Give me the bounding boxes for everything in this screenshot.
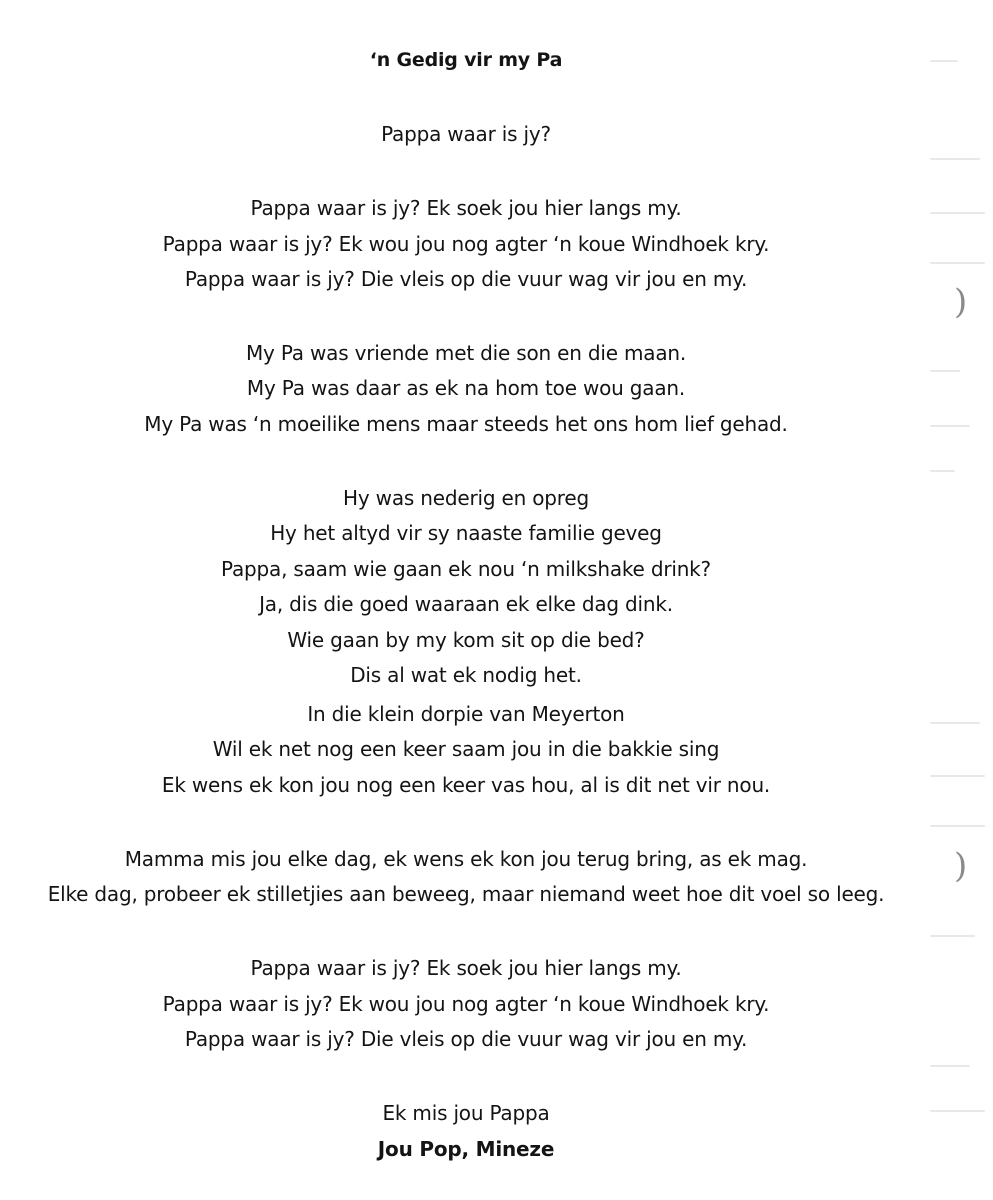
ghost-mark xyxy=(930,935,975,937)
poem-line: Pappa waar is jy? Ek soek jou hier langs my. xyxy=(250,956,682,980)
ghost-mark xyxy=(930,262,985,264)
poem-line: In die klein dorpie van Meyerton xyxy=(307,702,625,726)
ghost-mark xyxy=(930,1110,985,1112)
poem-line: My Pa was daar as ek na hom toe wou gaan. xyxy=(246,376,686,400)
poem-line: Ja, dis die goed waaraan ek elke dag dink. xyxy=(259,592,673,616)
ghost-mark xyxy=(930,158,980,160)
ghost-mark xyxy=(930,775,985,777)
poem-signature: Jou Pop, Mineze xyxy=(377,1137,555,1161)
ghost-mark xyxy=(930,425,970,427)
poem-line: Pappa waar is jy? Ek soek jou hier langs my. xyxy=(250,196,682,220)
bracket-mark: ) xyxy=(954,282,968,322)
poem-title: ‘n Gedig vir my Pa xyxy=(369,49,563,71)
poem-line: Pappa waar is jy? Ek wou jou nog agter ‘n koue Windhoek kry. xyxy=(162,232,770,256)
ghost-mark xyxy=(930,1065,970,1067)
ghost-mark xyxy=(930,470,955,472)
poem-line: Hy was nederig en opreg xyxy=(343,486,589,510)
poem-line: Ek wens ek kon jou nog een keer vas hou, al is dit net vir nou. xyxy=(161,773,771,797)
poem-line: Dis al wat ek nodig het. xyxy=(350,663,582,687)
poem-line: Wie gaan by my kom sit op die bed? xyxy=(287,628,645,652)
poem-closing: Ek mis jou Pappa xyxy=(382,1101,550,1125)
bleed-through-marks xyxy=(930,0,993,1200)
poem-line: My Pa was ‘n moeilike mens maar steeds het ons hom lief gehad. xyxy=(144,412,788,436)
poem-line: Elke dag, probeer ek stilletjies aan beweeg, maar niemand weet hoe dit voel so leeg. xyxy=(47,882,885,906)
poem-line: Wil ek net nog een keer saam jou in die bakkie sing xyxy=(212,737,720,761)
poem-line: Pappa waar is jy? Die vleis op die vuur wag vir jou en my. xyxy=(184,267,748,291)
poem-subtitle: Pappa waar is jy? xyxy=(381,122,551,146)
ghost-mark xyxy=(930,825,985,827)
poem-line: Mamma mis jou elke dag, ek wens ek kon jou terug bring, as ek mag. xyxy=(124,847,808,871)
poem-line: Pappa, saam wie gaan ek nou ‘n milkshake drink? xyxy=(221,557,711,581)
ghost-mark xyxy=(930,370,960,372)
poem-line: Hy het altyd vir sy naaste familie geveg xyxy=(270,521,662,545)
poem-line: Pappa waar is jy? Ek wou jou nog agter ‘n koue Windhoek kry. xyxy=(162,992,770,1016)
bracket-mark: ) xyxy=(954,846,968,886)
poem-line: Pappa waar is jy? Die vleis op die vuur wag vir jou en my. xyxy=(184,1027,748,1051)
ghost-mark xyxy=(930,212,985,214)
ghost-mark xyxy=(930,60,958,62)
poem-line: My Pa was vriende met die son en die maan. xyxy=(245,341,687,365)
ghost-mark xyxy=(930,722,980,724)
